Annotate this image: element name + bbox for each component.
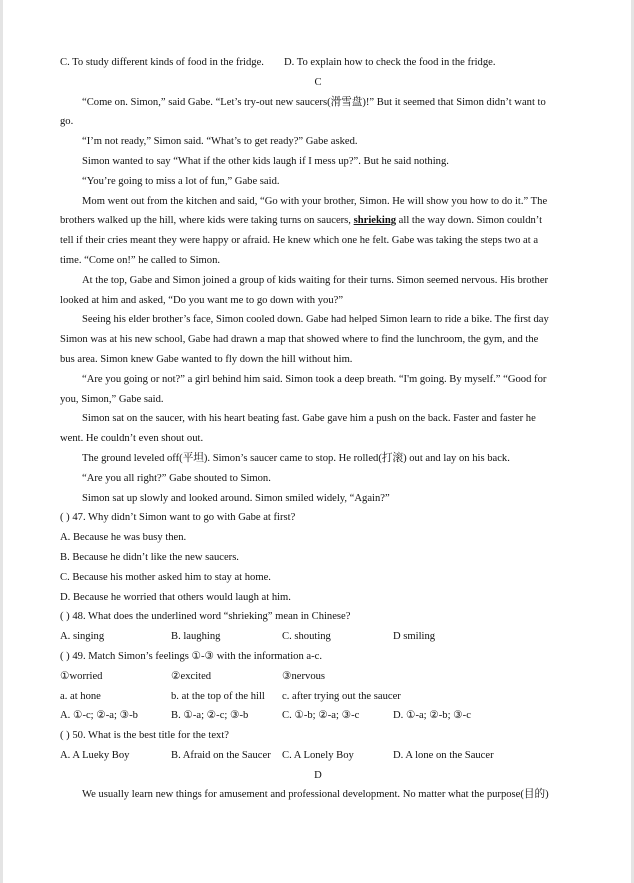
question-48-option-c: C. shouting [282, 631, 331, 643]
question-49-option-b: B. ①-a; ②-c; ③-b [171, 710, 249, 722]
paragraph-line: “Are you going or not?” a girl behind him said. Simon took a deep breath. “I'm going. By myself.” “Good for [82, 373, 547, 385]
option-c: C. To study different kinds of food in the fridge. [60, 57, 264, 68]
question-48-stem: ( ) 48. What does the underlined word “shrieking” mean in Chinese? [60, 611, 351, 623]
question-50-option-a: A. A Lueky Boy [60, 749, 130, 761]
section-heading-c: C [314, 76, 322, 88]
paragraph-line: looked at him and asked, “Do you want me to go down with you?” [60, 294, 344, 306]
info-b: b. at the top of the hill [171, 690, 265, 702]
question-48-options [60, 627, 576, 647]
question-48-option-a: A. singing [60, 631, 105, 643]
paragraph-line: “Are you all right?” Gabe shouted to Simon. [82, 472, 271, 484]
paragraph-line: time. “Come on!” he called to Simon. [60, 254, 221, 266]
paragraph-line: Mom went out from the kitchen and said, “Go with your brother, Simon. He will show you how to do it.” The [82, 195, 548, 207]
paragraph-line: go. [60, 116, 74, 128]
question-48-option-b: B. laughing [171, 631, 221, 643]
paragraph-line: Simon wanted to say “What if the other kids laugh if I mess up?”. But he said nothing. [82, 155, 449, 167]
info-c: c. after trying out the saucer [282, 690, 401, 702]
paragraph-line: you, Simon,” Gabe said. [60, 393, 164, 405]
question-50-option-d: D. A lone on the Saucer [393, 749, 494, 761]
option-d: D. To explain how to check the food in the fridge. [284, 57, 496, 68]
question-47-option-c: C. Because his mother asked him to stay at home. [60, 571, 271, 583]
paragraph-line: We usually learn new things for amusement and professional development. No matter what the purpose(目的) [82, 789, 549, 801]
question-47-option-b: B. Because he didn’t like the new saucers. [60, 551, 239, 563]
paragraph-line: “Come on. Simon,” said Gabe. “Let’s try-out new saucers(滑雪盘)!” But it seemed that Simon didn’t want to [82, 96, 546, 108]
question-50-options [60, 746, 576, 766]
paragraph-line: The ground leveled off(平坦). Simon’s saucer came to stop. He rolled(打滚) out and lay on his back. [82, 452, 510, 464]
paragraph-line: “I’m not ready,” Simon said. “What’s to get ready?” Gabe asked. [82, 136, 358, 148]
question-47-option-d: D. Because he worried that others would laugh at him. [60, 591, 291, 603]
paragraph-line: tell if their cries meant they were happy or afraid. He knew which one he felt. Gabe was taking the steps two at a [60, 235, 539, 247]
paragraph-line: “You’re going to miss a lot of fun,” Gabe said. [82, 175, 280, 187]
paragraph-line: At the top, Gabe and Simon joined a group of kids waiting for their turns. Simon seemed nervous. His brother [82, 274, 549, 286]
feeling-3: ③nervous [282, 670, 326, 682]
paragraph-line: went. He couldn’t even shout out. [60, 433, 204, 445]
paragraph-line: Seeing his elder brother’s face, Simon cooled down. Gabe had helped Simon learn to ride a bike. The first day [82, 314, 549, 326]
question-49-stem: ( ) 49. Match Simon’s feelings ①-③ with the information a-c. [60, 650, 323, 662]
question-50-stem: ( ) 50. What is the best title for the text? [60, 730, 229, 742]
question-49-option-c: C. ①-b; ②-a; ③-c [282, 710, 360, 722]
text-after-underline: all the way down. Simon couldn’t [398, 215, 543, 227]
question-49-options [60, 706, 576, 726]
paragraph-line: Simon sat on the saucer, with his heart beating fast. Gabe gave him a push on the back. Faster and faster he [82, 413, 536, 425]
text-before-underline: brothers walked up the hill, where kids were taking turns on saucers, [60, 215, 351, 227]
feeling-2: ②excited [171, 670, 212, 682]
paragraph-line: Simon was at his new school, Gabe had drawn a map that showed where to find the lunchroom, the gym, and the [60, 334, 539, 346]
question-50-option-c: C. A Lonely Boy [282, 749, 354, 761]
paragraph-line-underlined [60, 211, 576, 231]
paragraph-line: Simon sat up slowly and looked around. Simon smiled widely, “Again?” [82, 492, 390, 504]
question-48-option-d: D smiling [393, 631, 436, 643]
question-49-info [60, 687, 576, 707]
section-heading-d: D [314, 769, 322, 781]
info-a: a. at hone [60, 690, 101, 702]
page-left-edge [0, 0, 3, 883]
feeling-1: ①worried [60, 670, 103, 682]
question-49-feelings [60, 667, 576, 687]
page-content [60, 53, 576, 805]
previous-question-options [60, 53, 576, 73]
underlined-word: shrieking [353, 215, 397, 227]
question-47-option-a: A. Because he was busy then. [60, 532, 187, 544]
paragraph-line: bus area. Simon knew Gabe wanted to fly down the hill without him. [60, 353, 353, 365]
question-47-stem: ( ) 47. Why didn’t Simon want to go with Gabe at first? [60, 512, 296, 524]
question-49-option-d: D. ①-a; ②-b; ③-c [393, 710, 471, 722]
question-49-option-a: A. ①-c; ②-a; ③-b [60, 710, 138, 722]
question-50-option-b: B. Afraid on the Saucer [171, 749, 271, 761]
